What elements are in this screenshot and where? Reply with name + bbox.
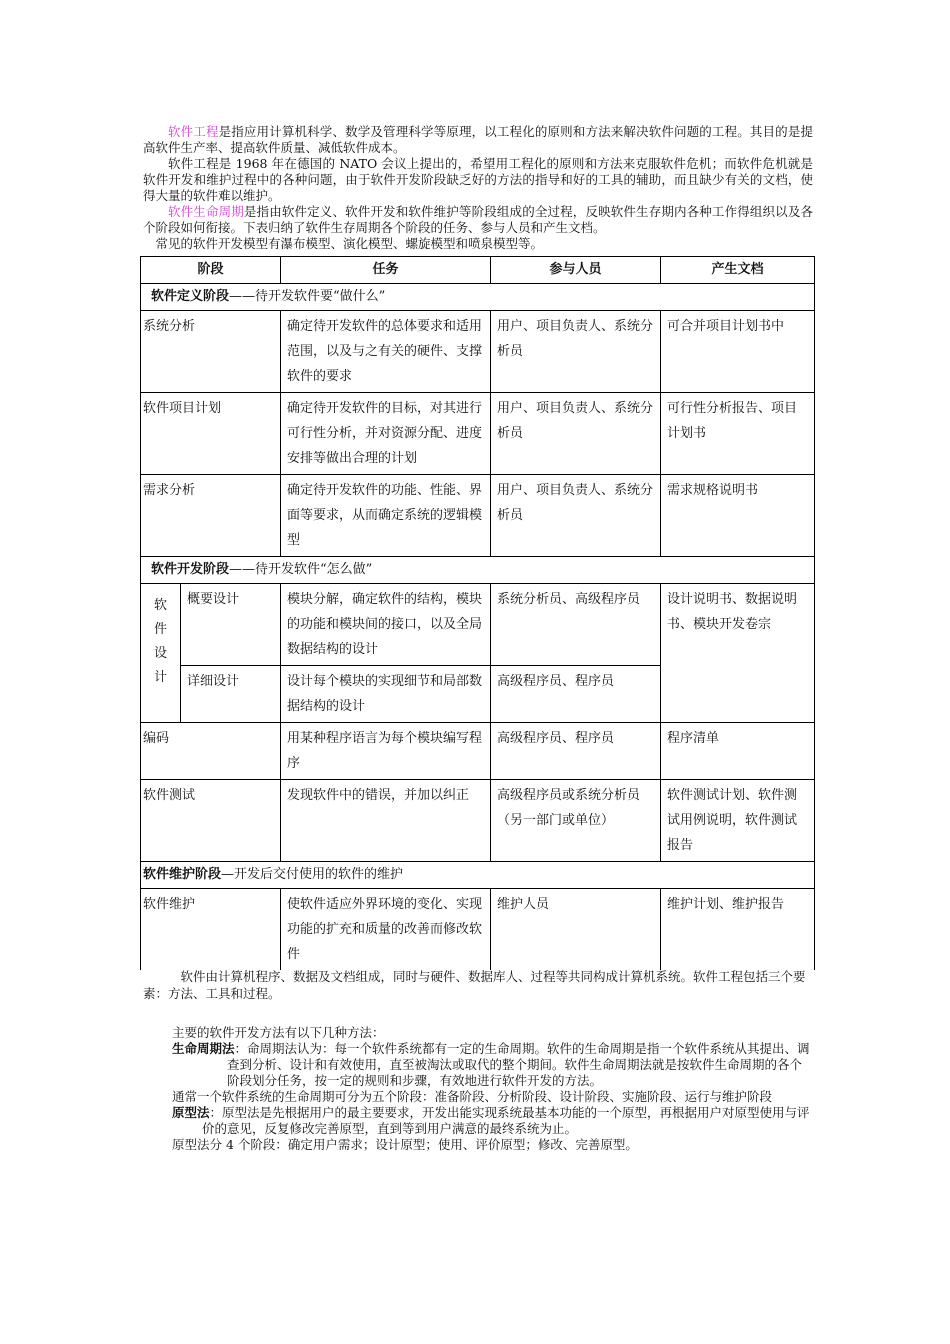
prototype-stages: 原型法分 4 个阶段：确定用户需求；设计原型；使用、评价原型；修改、完善原型。 (172, 1137, 638, 1152)
section-subtitle: ——待开发软件“怎么做” (229, 562, 373, 577)
method-prototype-label: 原型法 (172, 1105, 210, 1120)
cell-people: 用户、项目负责人、系统分析员 (491, 475, 661, 557)
cell-people: 高级程序员、程序员 (491, 666, 661, 723)
section-title: 软件维护阶段 (143, 867, 222, 882)
cell-task: 发现软件中的错误，并加以纠正 (281, 780, 491, 862)
cell-people: 用户、项目负责人、系统分析员 (491, 393, 661, 475)
table-row (141, 723, 815, 780)
intro-paragraph-1 (143, 124, 813, 156)
intro-section (143, 124, 813, 252)
cell-stage: 软件测试 (141, 780, 281, 862)
cell-stage: 系统分析 (141, 311, 281, 393)
cell-docs: 可行性分析报告、项目计划书 (661, 393, 815, 475)
cell-task: 确定待开发软件的总体要求和适用范围，以及与之有关的硬件、支撑软件的要求 (281, 311, 491, 393)
table-row (141, 475, 815, 557)
intro-paragraph-4: 常见的软件开发模型有瀑布模型、演化模型、螺旋模型和喷泉模型等。 (155, 236, 544, 251)
lifecycle-stages: 通常一个软件系统的生命周期可分为五个阶段：准备阶段、分析阶段、设计阶段、实施阶段、运行与维护阶段 (172, 1089, 773, 1104)
cell-docs: 设计说明书、数据说明书、模块开发卷宗 (661, 584, 815, 723)
header-people: 参与人员 (491, 257, 661, 284)
table-row (141, 780, 815, 862)
method-lifecycle-label: 生命周期法 (172, 1041, 235, 1056)
table-header-row (141, 257, 815, 284)
intro-paragraph-3 (143, 204, 813, 236)
section-title: 软件开发阶段 (151, 562, 230, 577)
intro-paragraph-2: 软件工程是 1968 年在德国的 NATO 会议上提出的，希望用工程化的原则和方法来克服软件危机；而软件危机就是软件开发和维护过程中的各种问题，由于软件开发阶段缺乏好的方法的指导和好的工具的辅助，而且缺少有关的文档，使得大量的软件难以维护。 (143, 156, 813, 203)
cell-docs: 需求规格说明书 (661, 475, 815, 557)
methods-section (172, 1025, 812, 1153)
header-docs: 产生文档 (661, 257, 815, 284)
cell-stage: 软件项目计划 (141, 393, 281, 475)
cell-people: 系统分析员、高级程序员 (491, 584, 661, 666)
method-lifecycle (172, 1041, 812, 1089)
section-title: 软件定义阶段 (151, 289, 230, 304)
method-prototype-text: ：原型法是先根据用户的最主要要求，开发出能实现系统最基本功能的一个原型，再根据用户对原型使用与评价的意见，反复修改完善原型，直到等到用户满意的最终系统为止。 (202, 1105, 810, 1136)
section-subtitle: ——待开发软件要“做什么” (229, 289, 386, 304)
table-row (141, 393, 815, 475)
cell-docs: 程序清单 (661, 723, 815, 780)
outro-section (143, 968, 813, 1002)
term-software-lifecycle: 软件生命周期 (168, 204, 244, 219)
section-row-maintenance (141, 862, 815, 889)
cell-people: 用户、项目负责人、系统分析员 (491, 311, 661, 393)
method-prototype (172, 1105, 812, 1137)
cell-stage: 编码 (141, 723, 281, 780)
cell-task: 模块分解，确定软件的结构，模块的功能和模块间的接口，以及全局数据结构的设计 (281, 584, 491, 666)
table-row (141, 889, 815, 971)
header-task: 任务 (281, 257, 491, 284)
intro-text-1: 是指应用计算机科学、数学及管理科学等原理，以工程化的原则和方法来解决软件问题的工程。其目的是提高软件生产率、提高软件质量、减低软件成本。 (143, 124, 813, 155)
outro-paragraph: 软件由计算机程序、数据及文档组成，同时与硬件、数据库人、过程等共同构成计算机系统。软件工程包括三个要素：方法、工具和过程。 (143, 969, 806, 1001)
section-row-development (141, 557, 815, 584)
cell-task: 使软件适应外界环境的变化、实现功能的扩充和质量的改善而修改软件 (281, 889, 491, 971)
cell-docs: 可合并项目计划书中 (661, 311, 815, 393)
intro-text-3: 是指由软件定义、软件开发和软件维护等阶段组成的全过程，反映软件生存期内各种工作得组织以及各个阶段如何衔接。下表归纳了软件生存周期各个阶段的任务、参与人员和产生文档。 (143, 204, 813, 235)
section-subtitle: —开发后交付使用的软件的维护 (221, 867, 404, 882)
cell-people: 高级程序员、程序员 (491, 723, 661, 780)
cell-docs: 维护计划、维护报告 (661, 889, 815, 971)
method-lifecycle-text: ：命周期法认为：每一个软件系统都有一定的生命周期。软件的生命周期是指一个软件系统从其提出、调查到分析、设计和有效使用，直至被淘汰或取代的整个期间。软件生命周期法就是按软件生命周期的各个阶段划分任务，按一定的规则和步骤，有效地进行软件开发的方法。 (227, 1041, 810, 1088)
cell-docs: 软件测试计划、软件测试用例说明，软件测试报告 (661, 780, 815, 862)
cell-people: 高级程序员或系统分析员（另一部门或单位） (491, 780, 661, 862)
table-row (141, 311, 815, 393)
methods-intro: 主要的软件开发方法有以下几种方法： (172, 1025, 385, 1040)
cell-stage: 详细设计 (181, 666, 281, 723)
term-software-engineering: 软件工程 (168, 124, 219, 139)
lifecycle-table (140, 256, 815, 970)
table-row (141, 584, 815, 666)
cell-task: 用某种程序语言为每个模块编写程序 (281, 723, 491, 780)
section-row-definition (141, 284, 815, 311)
cell-stage: 需求分析 (141, 475, 281, 557)
header-stage: 阶段 (141, 257, 281, 284)
cell-stage: 概要设计 (181, 584, 281, 666)
cell-task: 确定待开发软件的目标，对其进行可行性分析，并对资源分配、进度安排等做出合理的计划 (281, 393, 491, 475)
cell-task: 确定待开发软件的功能、性能、界面等要求，从而确定系统的逻辑模型 (281, 475, 491, 557)
cell-stage: 软件维护 (141, 889, 281, 971)
design-group-label: 软 件 设 计 (141, 584, 181, 723)
cell-people: 维护人员 (491, 889, 661, 971)
cell-task: 设计每个模块的实现细节和局部数据结构的设计 (281, 666, 491, 723)
